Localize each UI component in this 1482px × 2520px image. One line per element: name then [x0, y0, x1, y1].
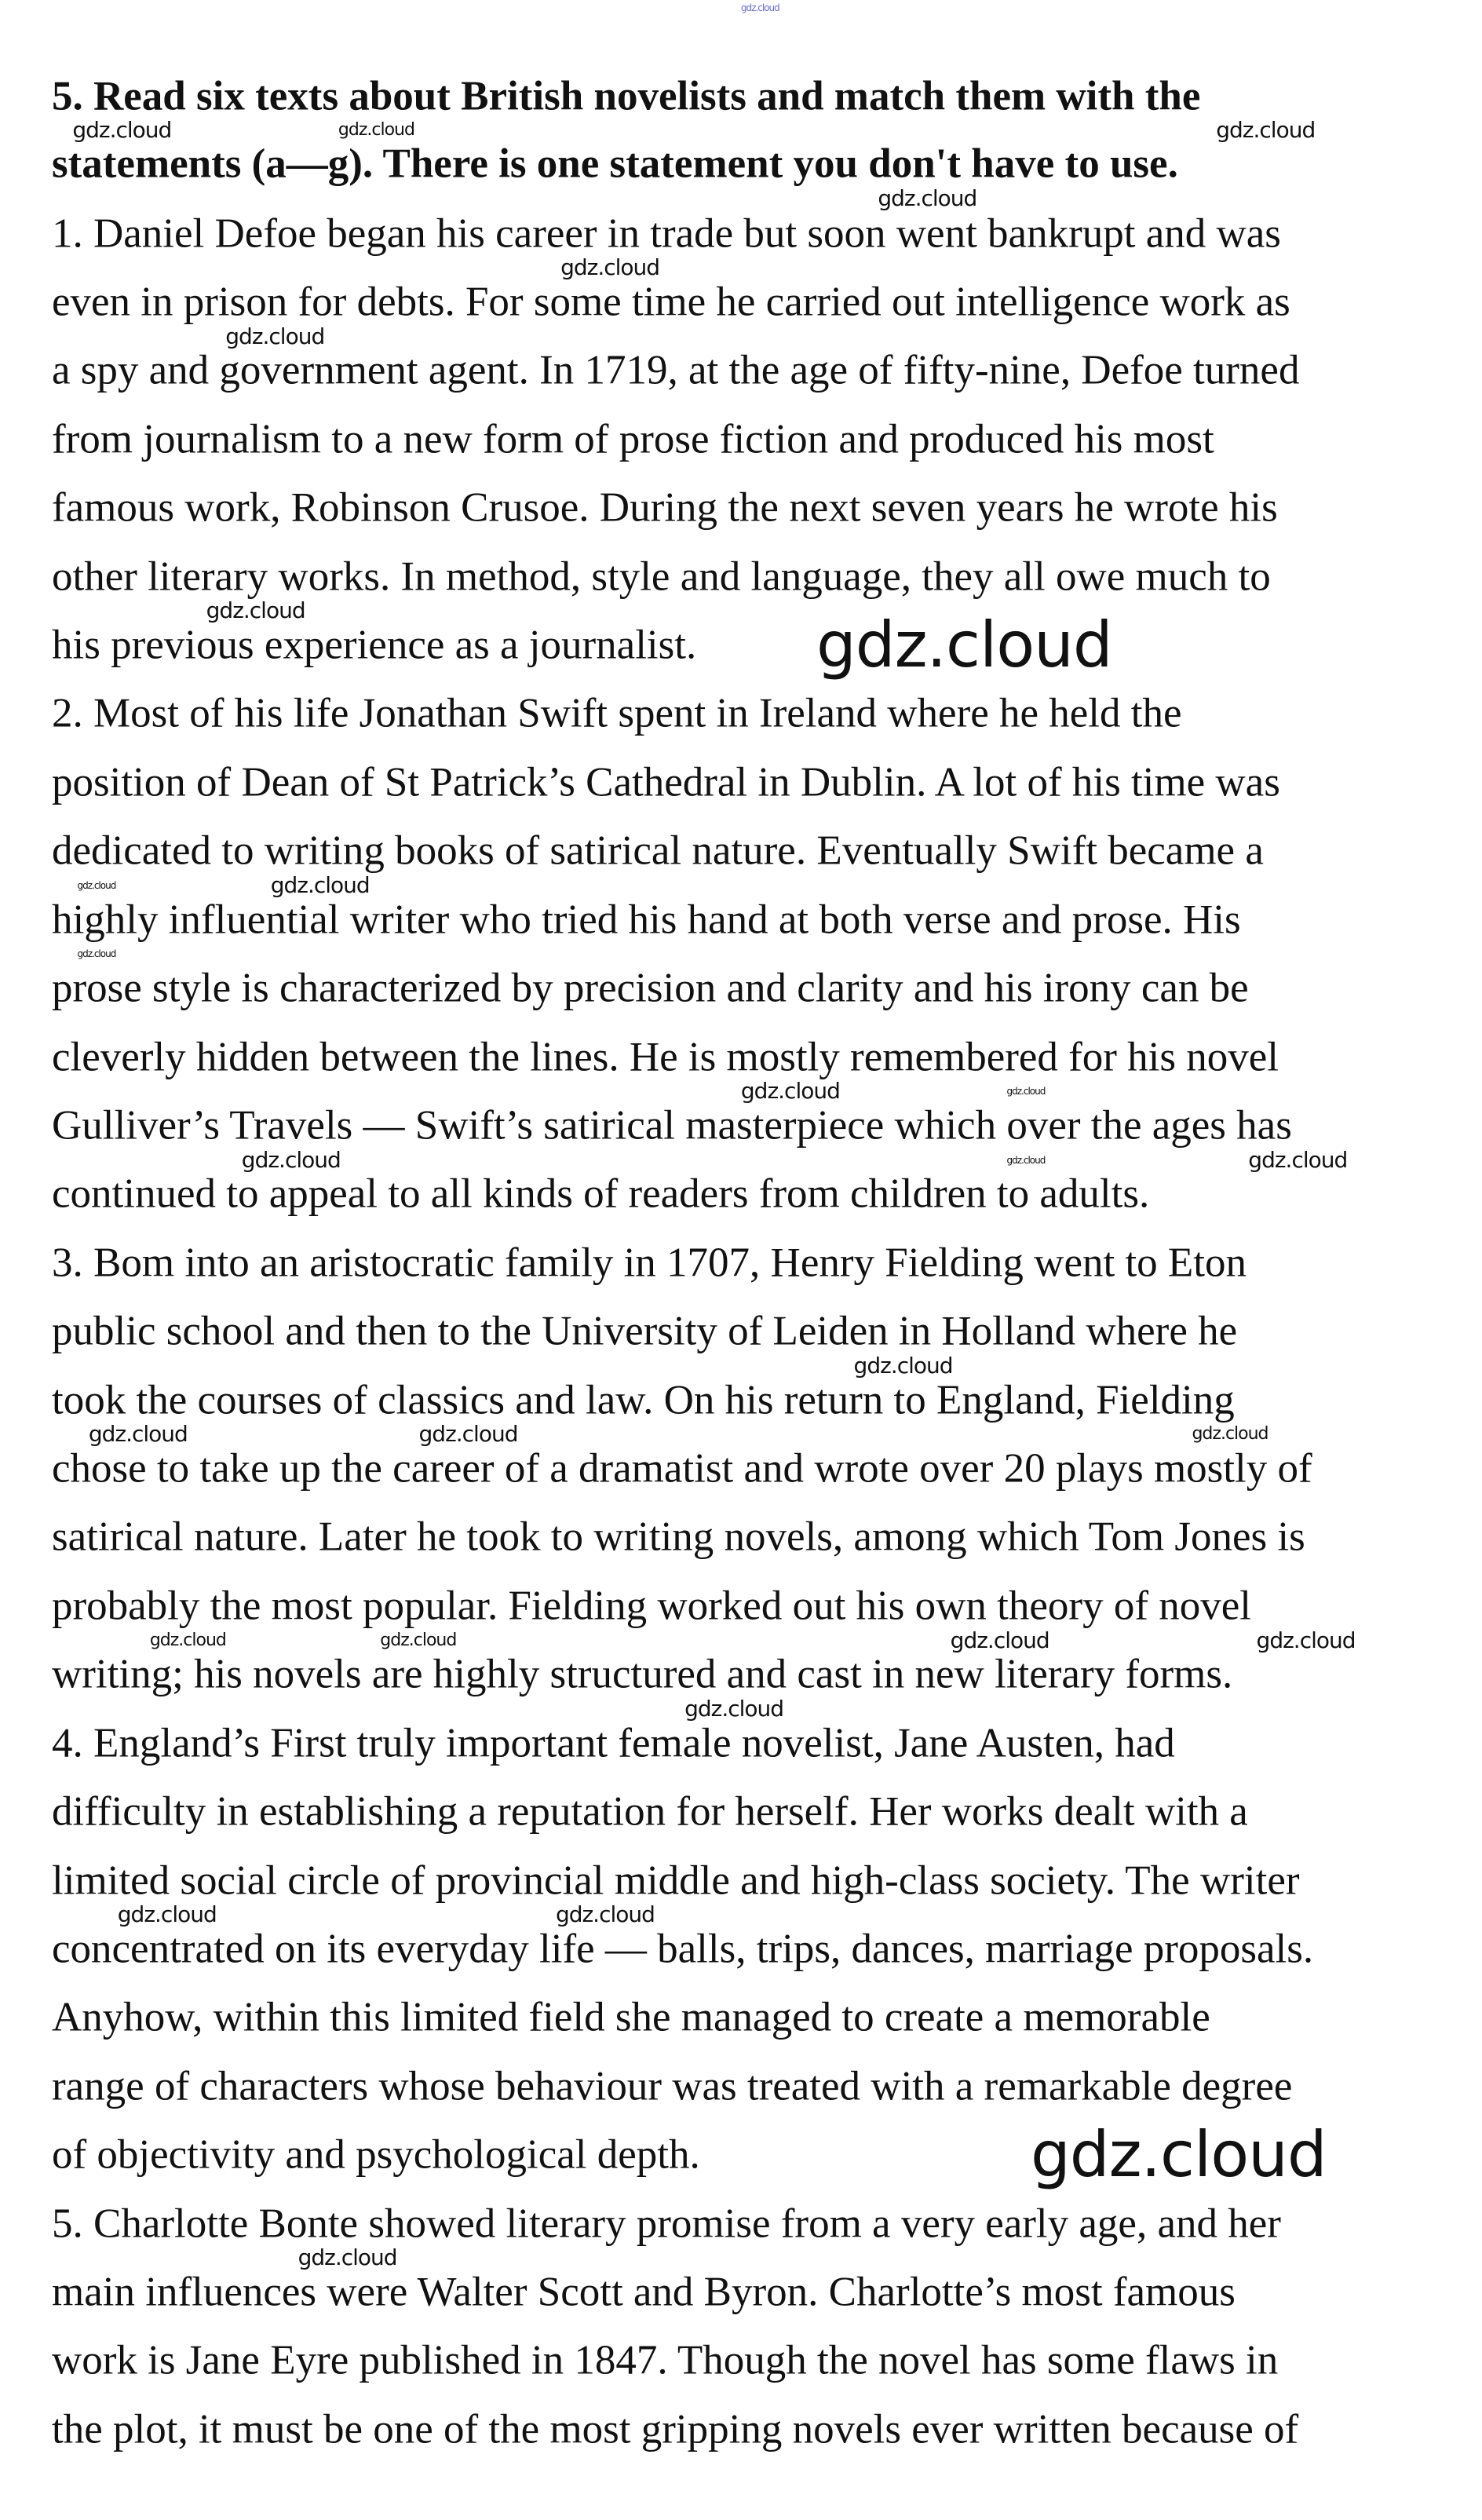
body-text-line: prose style is characterized by precision and clarity and his irony can be	[52, 965, 1249, 1011]
watermark-text: gdz.cloud	[560, 254, 660, 281]
body-text-line: 4. England’s First truly important female novelist, Jane Austen, had	[52, 1720, 1175, 1766]
body-text-line: work is Jane Eyre published in 1847. Though the novel has some flaws in	[52, 2337, 1279, 2383]
watermark-text: gdz.cloud	[1192, 1424, 1268, 1444]
body-text-line: concentrated on its everyday life — balls, trips, dances, marriage proposals.	[52, 1926, 1314, 1972]
body-text-line: took the courses of classics and law. On his return to England, Fielding	[52, 1377, 1235, 1423]
watermark-text: gdz.cloud	[241, 1146, 341, 1173]
body-text-line: 3. Bom into an aristocratic family in 1707, Henry Fielding went to Eton	[52, 1240, 1247, 1286]
body-text-line: difficulty in establishing a reputation for herself. Her works dealt with a	[52, 1788, 1248, 1835]
watermark-text: gdz.cloud	[117, 1901, 217, 1928]
body-text-line: public school and then to the University of Leiden in Holland where he	[52, 1308, 1238, 1354]
body-text-line: continued to appeal to all kinds of readers from children to adults.	[52, 1171, 1150, 1217]
watermark-text: gdz.cloud	[380, 1630, 457, 1650]
watermark-text: gdz.cloud	[270, 871, 370, 898]
body-text-line: probably the most popular. Fielding worked out his own theory of novel	[52, 1583, 1251, 1629]
watermark-text: gdz.cloud	[418, 1421, 518, 1448]
body-text-line: his previous experience as a journalist.	[52, 622, 697, 668]
body-text-line: writing; his novels are highly structured and cast in new literary forms.	[52, 1651, 1233, 1697]
watermark-text: gdz.cloud	[297, 2244, 397, 2271]
body-text-line: highly influential writer who tried his hand at both verse and prose. His	[52, 897, 1241, 943]
body-text-line: famous work, Robinson Crusoe. During the next seven years he wrote his	[52, 484, 1278, 531]
heading-line: statements (a—g). There is one statement you don't have to use.	[52, 141, 1178, 187]
body-text-line: range of characters whose behaviour was treated with a remarkable degree	[52, 2063, 1293, 2109]
body-text-line: 5. Charlotte Bonte showed literary promise from a very early age, and her	[52, 2200, 1281, 2247]
body-text-line: even in prison for debts. For some time he carried out intelligence work as	[52, 279, 1290, 325]
body-text-line: Anyhow, within this limited field she managed to create a memorable	[52, 1994, 1210, 2040]
body-text-line: satirical nature. Later he took to writing novels, among which Tom Jones is	[52, 1514, 1305, 1560]
body-text-line: limited social circle of provincial middle and high-class society. The writer	[52, 1857, 1300, 1903]
watermark-text: gdz.cloud	[1248, 1146, 1348, 1173]
body-text-line: Gulliver’s Travels — Swift’s satirical masterpiece which over the ages has	[52, 1102, 1292, 1149]
watermark-text: gdz.cloud	[1216, 117, 1316, 144]
watermark-text: gdz.cloud	[206, 597, 305, 624]
body-text-line: position of Dean of St Patrick’s Cathedral in Dublin. A lot of his time was	[52, 759, 1280, 805]
body-text-line: dedicated to writing books of satirical nature. Eventually Swift became a	[52, 827, 1264, 874]
body-text-line: 2. Most of his life Jonathan Swift spent in Ireland where he held the	[52, 690, 1182, 736]
watermark-text: gdz.cloud	[1006, 1086, 1046, 1097]
watermark-text: gdz.cloud	[149, 1630, 226, 1650]
watermark-text: gdz.cloud	[77, 948, 116, 960]
body-text-line: of objectivity and psychological depth.	[52, 2131, 700, 2178]
body-text-line: main influences were Walter Scott and Byron. Charlotte’s most famous	[52, 2269, 1236, 2315]
watermark-text: gdz.cloud	[816, 608, 1112, 682]
watermark-text: gdz.cloud	[77, 879, 116, 891]
heading-line: 5. Read six texts about British novelists and match them with the	[52, 73, 1201, 119]
body-text-line: a spy and government agent. In 1719, at the age of fifty-nine, Defoe turned	[52, 347, 1300, 393]
watermark-text: gdz.cloud	[853, 1352, 953, 1379]
watermark-text: gdz.cloud	[338, 120, 414, 141]
body-text-line: cleverly hidden between the lines. He is mostly remembered for his novel	[52, 1034, 1279, 1080]
watermark-text: gdz.cloud	[950, 1627, 1049, 1653]
body-text-line: 1. Daniel Defoe began his career in trade but soon went bankrupt and was	[52, 210, 1281, 257]
watermark-text: gdz.cloud	[1031, 2118, 1327, 2192]
watermark-text: gdz.cloud	[225, 323, 325, 349]
body-text-line: the plot, it must be one of the most gripping novels ever written because of	[52, 2406, 1299, 2452]
body-text-line: from journalism to a new form of prose fiction and produced his most	[52, 416, 1214, 462]
watermark-text: gdz.cloud	[878, 185, 977, 212]
watermark-text: gdz.cloud	[72, 117, 172, 144]
body-text-line: chose to take up the career of a dramatist and wrote over 20 plays mostly of	[52, 1445, 1312, 1492]
body-text-line: other literary works. In method, style and language, they all owe much to	[52, 553, 1271, 600]
watermark-text: gdz.cloud	[740, 2, 779, 13]
watermark-text: gdz.cloud	[88, 1421, 188, 1448]
watermark-text: gdz.cloud	[555, 1901, 655, 1928]
watermark-text: gdz.cloud	[740, 1078, 840, 1105]
watermark-text: gdz.cloud	[1256, 1627, 1356, 1653]
watermark-text: gdz.cloud	[1006, 1154, 1046, 1166]
watermark-text: gdz.cloud	[684, 1695, 784, 1722]
